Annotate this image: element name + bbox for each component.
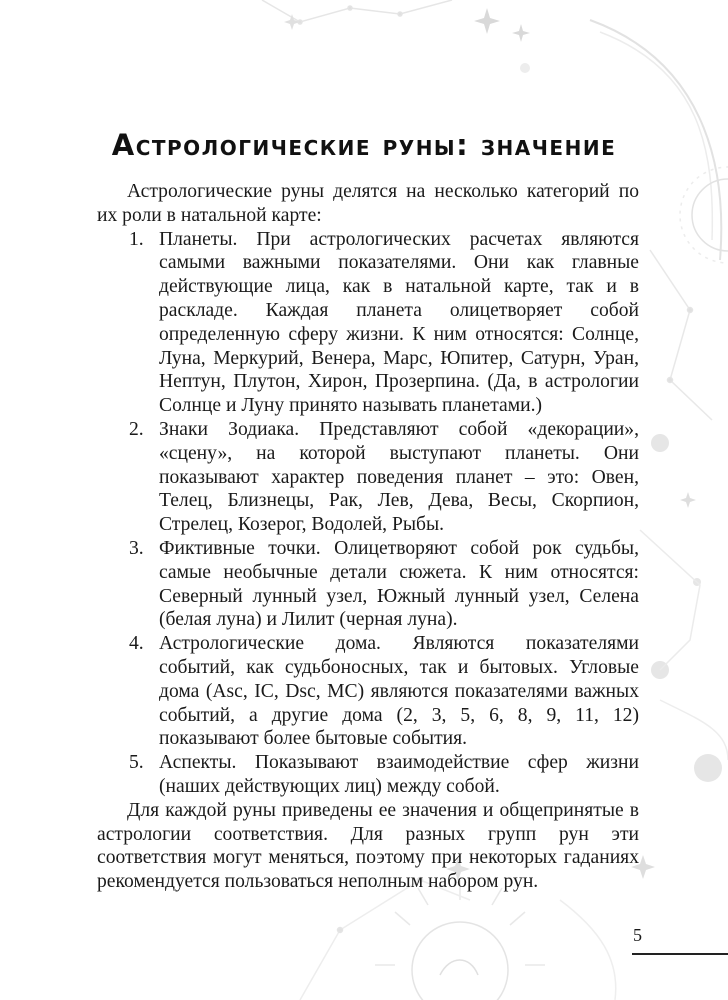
list-item-number: 5. <box>129 752 144 774</box>
list-item-text: Астрологические дома. Являются показателями событий, как судьбоносных, так и бытовых. Угловые дома (Asc, IC, Dsc, MC) являются показателями важных событий, а другие дома (2, 3, 5, 6, 8, 9, 11, 12) показывают более бытовые события. <box>159 633 639 750</box>
page-title: Астрологические руны: значение <box>111 128 617 162</box>
category-list <box>97 228 639 799</box>
list-item <box>97 632 639 751</box>
outro-paragraph: Для каждой руны приведены ее значения и общепринятые в астрологии соответствия. Для разных групп рун эти соответствия могут меняться, поэтому при некоторых гаданиях рекомендуется пользоваться неполным набором рун. <box>97 799 639 893</box>
list-item <box>97 228 639 418</box>
intro-paragraph: Астрологические руны делятся на несколько категорий по их роли в натальной карте: <box>97 181 639 226</box>
list-item <box>97 751 639 799</box>
list-item-text: Знаки Зодиака. Представляют собой «декорации», «сцену», на которой выступают планеты. Они показывают характер поведения планет – это: Овен, Телец, Близнецы, Рак, Лев, Дева, Весы, Скорпион, Стрелец, Козерог, Водолей, Рыбы. <box>159 418 639 536</box>
footer-rule <box>632 953 728 955</box>
list-item-number: 4. <box>129 633 144 655</box>
list-item-text: Планеты. При астрологических расчетах являются самыми важными показателями. Они как главные действующие лица, как в натальной карте, так и в раскладе. Каждая планета олицетворяет собой определенную сферу жизни. К ним относятся: Солнце, Луна, Меркурий, Венера, Марс, Юпитер, Сатурн, Уран, Нептун, Плутон, Хирон, Прозерпина. (Да, в астрологии Солнце и Луну принято называть планетами.) <box>159 228 639 417</box>
list-item-text: Аспекты. Показывают взаимодействие сфер жизни (наших действующих лиц) между собой. <box>159 752 639 797</box>
page-number: 5 <box>633 925 642 945</box>
list-item-text: Фиктивные точки. Олицетворяют собой рок судьбы, самые необычные детали сюжета. К ним относятся: Северный лунный узел, Южный лунный узел, Селена (белая луна) и Лилит (черная луна). <box>159 537 639 631</box>
list-item-number: 1. <box>129 228 144 250</box>
page-body <box>97 180 639 894</box>
list-item-number: 3. <box>129 537 144 559</box>
list-item <box>97 418 639 537</box>
list-item-number: 2. <box>129 418 144 440</box>
list-item <box>97 537 639 632</box>
